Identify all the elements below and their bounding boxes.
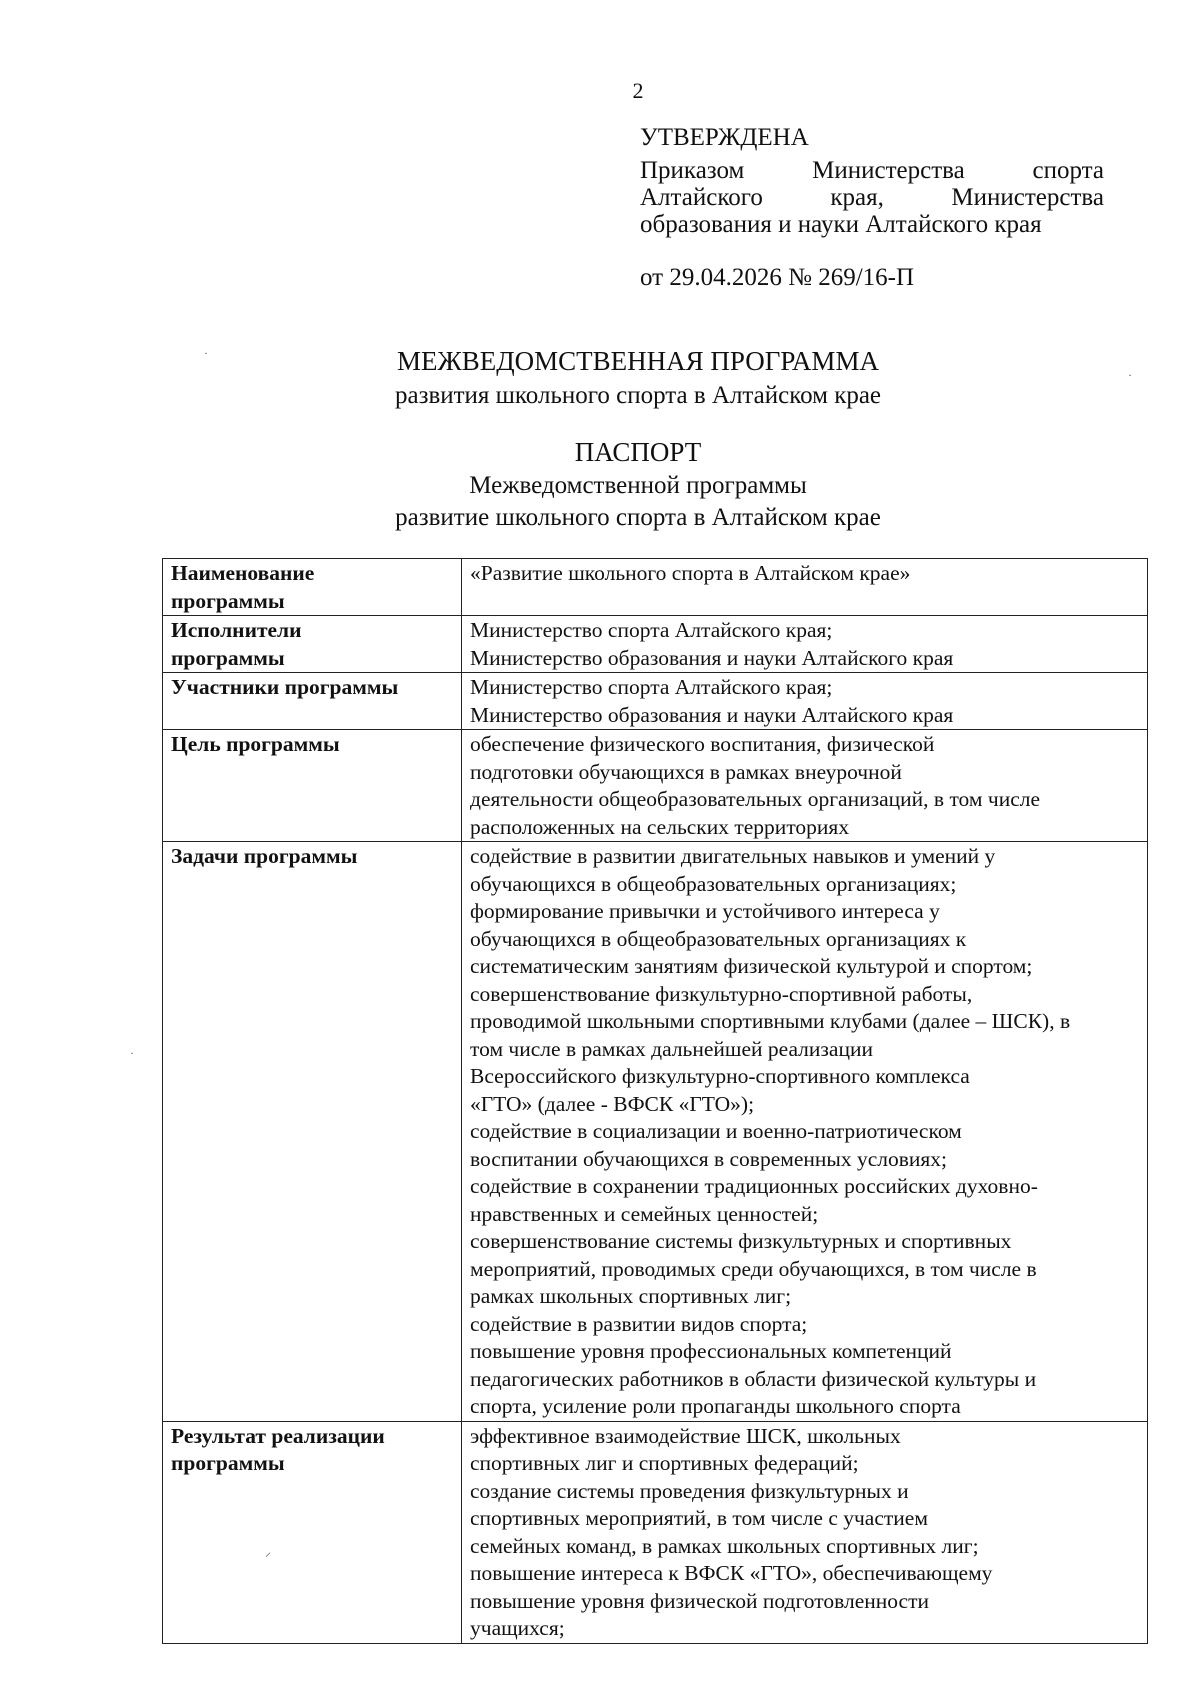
row-value-line: совершенствование физкультурно-спортивной работы, bbox=[470, 981, 973, 1006]
passport-table-row bbox=[163, 616, 1148, 673]
row-label-line: Результат реализации bbox=[171, 1423, 385, 1448]
passport-title: ПАСПОРТ bbox=[574, 437, 702, 467]
row-value-line: семейных команд, в рамках школьных спортивных лиг; bbox=[470, 1533, 979, 1558]
program-title: МЕЖВЕДОМСТВЕННАЯ ПРОГРАММА bbox=[397, 346, 879, 376]
passport-subtitle: развитие школьного спорта в Алтайском крае bbox=[395, 504, 881, 531]
row-label-line: Цель программы bbox=[171, 732, 340, 756]
row-value-cell bbox=[462, 730, 1148, 842]
page-number: 2 bbox=[632, 78, 644, 103]
row-value-line: обучающихся в общеобразовательных организациях к bbox=[470, 926, 967, 951]
row-value-line: формирование привычки и устойчивого интереса у bbox=[470, 899, 940, 923]
row-value-line: спортивных мероприятий, в том числе с участием bbox=[470, 1506, 928, 1530]
row-value-line: «ГТО» (далее - ВФСК «ГТО»); bbox=[470, 1091, 755, 1116]
approval-block bbox=[640, 124, 1104, 291]
row-value-line: мероприятий, проводимых среди обучающихся, в том числе в bbox=[470, 1256, 1037, 1281]
scan-speck: · bbox=[130, 1046, 134, 1060]
row-value-line: нравственных и семейных ценностей; bbox=[470, 1201, 819, 1226]
row-value-line: том числе в рамках дальнейшей реализации bbox=[470, 1036, 873, 1061]
row-label-line: Участники программы bbox=[171, 675, 399, 699]
scan-speck: · bbox=[1128, 368, 1132, 382]
row-label-cell bbox=[163, 616, 462, 673]
row-value-line: рамках школьных спортивных лиг; bbox=[470, 1284, 792, 1308]
row-value-cell bbox=[462, 559, 1148, 616]
row-value-line: повышение интереса к ВФСК «ГТО», обеспечивающему bbox=[470, 1561, 993, 1585]
scan-speck: ⸝ bbox=[265, 1545, 272, 1559]
row-value-line: содействие в развитии видов спорта; bbox=[470, 1311, 808, 1336]
scan-speck: · bbox=[204, 346, 208, 360]
row-value-line: повышение уровня физической подготовленности bbox=[470, 1588, 929, 1613]
row-value-line: расположенных на сельских территориях bbox=[470, 814, 850, 839]
passport-table-row bbox=[163, 730, 1148, 842]
row-label-line: Задачи программы bbox=[171, 844, 358, 868]
row-value-line: воспитании обучающихся в современных условиях; bbox=[470, 1146, 948, 1171]
passport-table-row bbox=[163, 559, 1148, 616]
row-value-line: обучающихся в общеобразовательных организациях; bbox=[470, 871, 957, 896]
row-value-line: деятельности общеобразовательных организаций, в том числе bbox=[470, 787, 1041, 811]
row-value-line: содействие в сохранении традиционных российских духовно- bbox=[470, 1174, 1038, 1198]
passport-table-row bbox=[163, 842, 1148, 1422]
row-value-line: «Развитие школьного спорта в Алтайском крае» bbox=[470, 561, 911, 585]
passport-table-body bbox=[163, 559, 1148, 1644]
row-value-line: Министерство спорта Алтайского края; bbox=[470, 675, 833, 699]
row-value-line: содействие в социализации и военно-патриотическом bbox=[470, 1119, 962, 1143]
row-value-line: Министерство образования и науки Алтайского края bbox=[470, 645, 954, 670]
row-value-line: учащихся; bbox=[470, 1616, 565, 1640]
program-subtitle: развития школьного спорта в Алтайском крае bbox=[394, 382, 882, 409]
row-value-line: подготовки обучающихся в рамках внеурочной bbox=[470, 759, 902, 784]
row-value-cell bbox=[462, 1421, 1148, 1643]
row-label-line: программы bbox=[171, 1451, 285, 1475]
passport-table-row bbox=[163, 1421, 1148, 1643]
row-value-line: создание системы проведения физкультурных и bbox=[470, 1478, 909, 1503]
row-value-cell bbox=[462, 842, 1148, 1422]
row-label-cell bbox=[163, 559, 462, 616]
row-value-cell bbox=[462, 616, 1148, 673]
passport-table bbox=[162, 558, 1148, 1644]
row-value-line: содействие в развитии двигательных навыков и умений у bbox=[470, 844, 996, 868]
row-label-line: Наименование bbox=[171, 561, 315, 585]
approval-title: УТВЕРЖДЕНА bbox=[640, 124, 809, 151]
row-value-line: эффективное взаимодействие ШСК, школьных bbox=[470, 1423, 901, 1448]
row-value-line: проводимой школьными спортивными клубами (далее – ШСК), в bbox=[470, 1009, 1071, 1033]
passport-table-row bbox=[163, 673, 1148, 730]
approval-line: Приказом Министерства спорта bbox=[640, 157, 1104, 184]
row-label-cell bbox=[163, 842, 462, 1422]
row-label-line: программы bbox=[171, 645, 285, 670]
row-value-line: повышение уровня профессиональных компетенций bbox=[470, 1339, 952, 1363]
approval-date: от 29.04.2026 № 269/16-П bbox=[640, 264, 915, 291]
row-value-line: спортивных лиг и спортивных федераций; bbox=[470, 1451, 859, 1475]
row-label-cell bbox=[163, 730, 462, 842]
approval-line: образования и науки Алтайского края bbox=[640, 211, 1042, 238]
row-label-line: программы bbox=[171, 588, 285, 613]
row-value-line: педагогических работников в области физической культуры и bbox=[470, 1366, 1037, 1391]
row-value-line: Всероссийского физкультурно-спортивного комплекса bbox=[470, 1064, 970, 1088]
row-label-cell bbox=[163, 1421, 462, 1643]
row-value-line: спорта, усиление роли пропаганды школьного спорта bbox=[470, 1394, 961, 1418]
approval-line: Алтайского края, Министерства bbox=[640, 184, 1104, 211]
row-value-line: обеспечение физического воспитания, физической bbox=[470, 732, 935, 756]
row-value-line: Министерство образования и науки Алтайского края bbox=[470, 702, 954, 727]
row-label-cell bbox=[163, 673, 462, 730]
row-value-cell bbox=[462, 673, 1148, 730]
passport-subtitle: Межведомственной программы bbox=[469, 472, 807, 499]
row-value-line: Министерство спорта Алтайского края; bbox=[470, 618, 833, 642]
row-label-line: Исполнители bbox=[171, 618, 302, 642]
row-value-line: совершенствование системы физкультурных и спортивных bbox=[470, 1229, 1012, 1253]
row-value-line: систематическим занятиям физической культурой и спортом; bbox=[470, 954, 1033, 978]
